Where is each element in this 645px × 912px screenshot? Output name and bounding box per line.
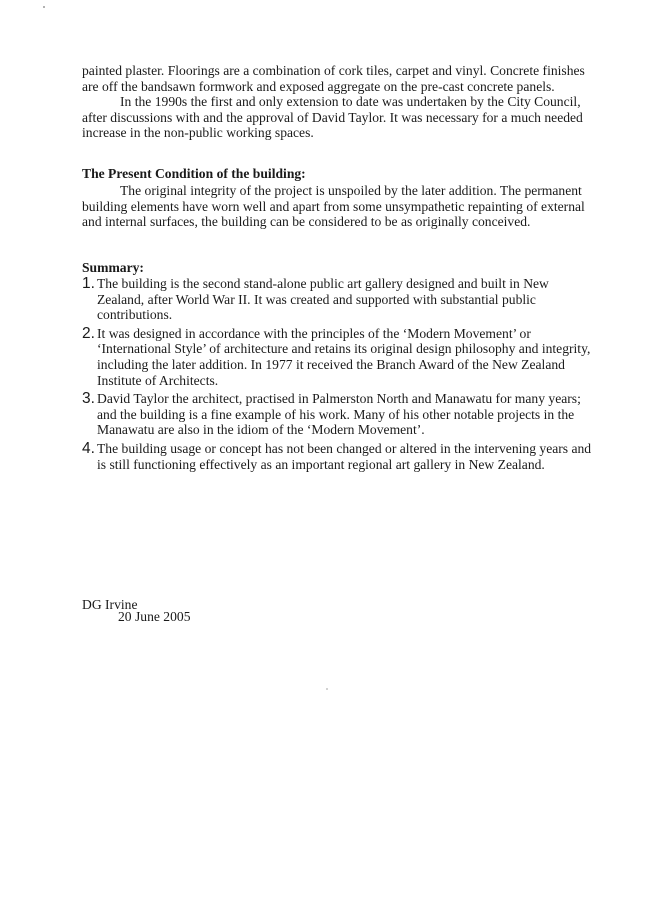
summary-list <box>82 275 592 472</box>
text-line: Manawatu are also in the idiom of the ‘Modern Movement’. <box>97 422 425 438</box>
summary-item <box>82 276 582 323</box>
text-line: In the 1990s the first and only extension to date was undertaken by the City Council, <box>120 94 581 109</box>
text-line: painted plaster. Floorings are a combination of cork tiles, carpet and vinyl. Concrete finishes <box>82 63 585 78</box>
text-line: Institute of Architects. <box>97 372 219 388</box>
text-line: increase in the non-public working spaces. <box>82 125 314 140</box>
text-line: including the later addition. In 1977 it received the Branch Award of the New Zealand <box>97 356 565 372</box>
scan-speck <box>43 6 45 8</box>
text-line: after discussions with and the approval of David Taylor. It was necessary for a much needed <box>82 109 583 125</box>
text-line: building elements have worn well and apart from some unsympathetic repainting of external <box>82 198 585 214</box>
summary-item <box>82 391 582 438</box>
item-number: 3. <box>82 390 95 408</box>
text-line: are off the bandsawn formwork and exposed aggregate on the pre-cast concrete panels. <box>82 78 555 94</box>
summary-item <box>82 324 591 388</box>
item-number: 4. <box>82 439 95 457</box>
text-line: Zealand, after World War II. It was created and supported with substantial public <box>97 291 536 307</box>
text-line: It was designed in accordance with the principles of the ‘Modern Movement’ or <box>97 325 531 341</box>
text-line: David Taylor the architect, practised in Palmerston North and Manawatu for many years; <box>97 391 581 407</box>
text-line: contributions. <box>97 307 173 323</box>
text-line: and the building is a fine example of his work. Many of his other notable projects in the <box>97 406 575 422</box>
present-condition-paragraph <box>82 183 585 230</box>
item-number: 2. <box>82 324 95 342</box>
author-name: DG Irvine <box>82 597 138 612</box>
summary-heading: Summary: <box>82 260 144 275</box>
scan-speck <box>326 688 328 690</box>
summary-item <box>82 439 592 472</box>
text-line: and internal surfaces, the building can be considered to be as originally conceived. <box>82 214 531 229</box>
present-condition-heading: The Present Condition of the building: <box>82 166 306 181</box>
text-line: The building usage or concept has not been changed or altered in the intervening years and <box>97 440 592 456</box>
document-date: 20 June 2005 <box>118 609 191 624</box>
text-line: The original integrity of the project is unspoiled by the later addition. The permanent <box>120 183 582 198</box>
item-number: 1. <box>82 275 95 292</box>
text-line: ‘International Style’ of architecture and retains its original design philosophy and integrity, <box>97 341 591 357</box>
text-line: The building is the second stand-alone public art gallery designed and built in New <box>97 276 549 291</box>
intro-paragraph <box>82 63 585 141</box>
text-line: is still functioning effectively as an important regional art gallery in New Zealand. <box>97 456 545 472</box>
